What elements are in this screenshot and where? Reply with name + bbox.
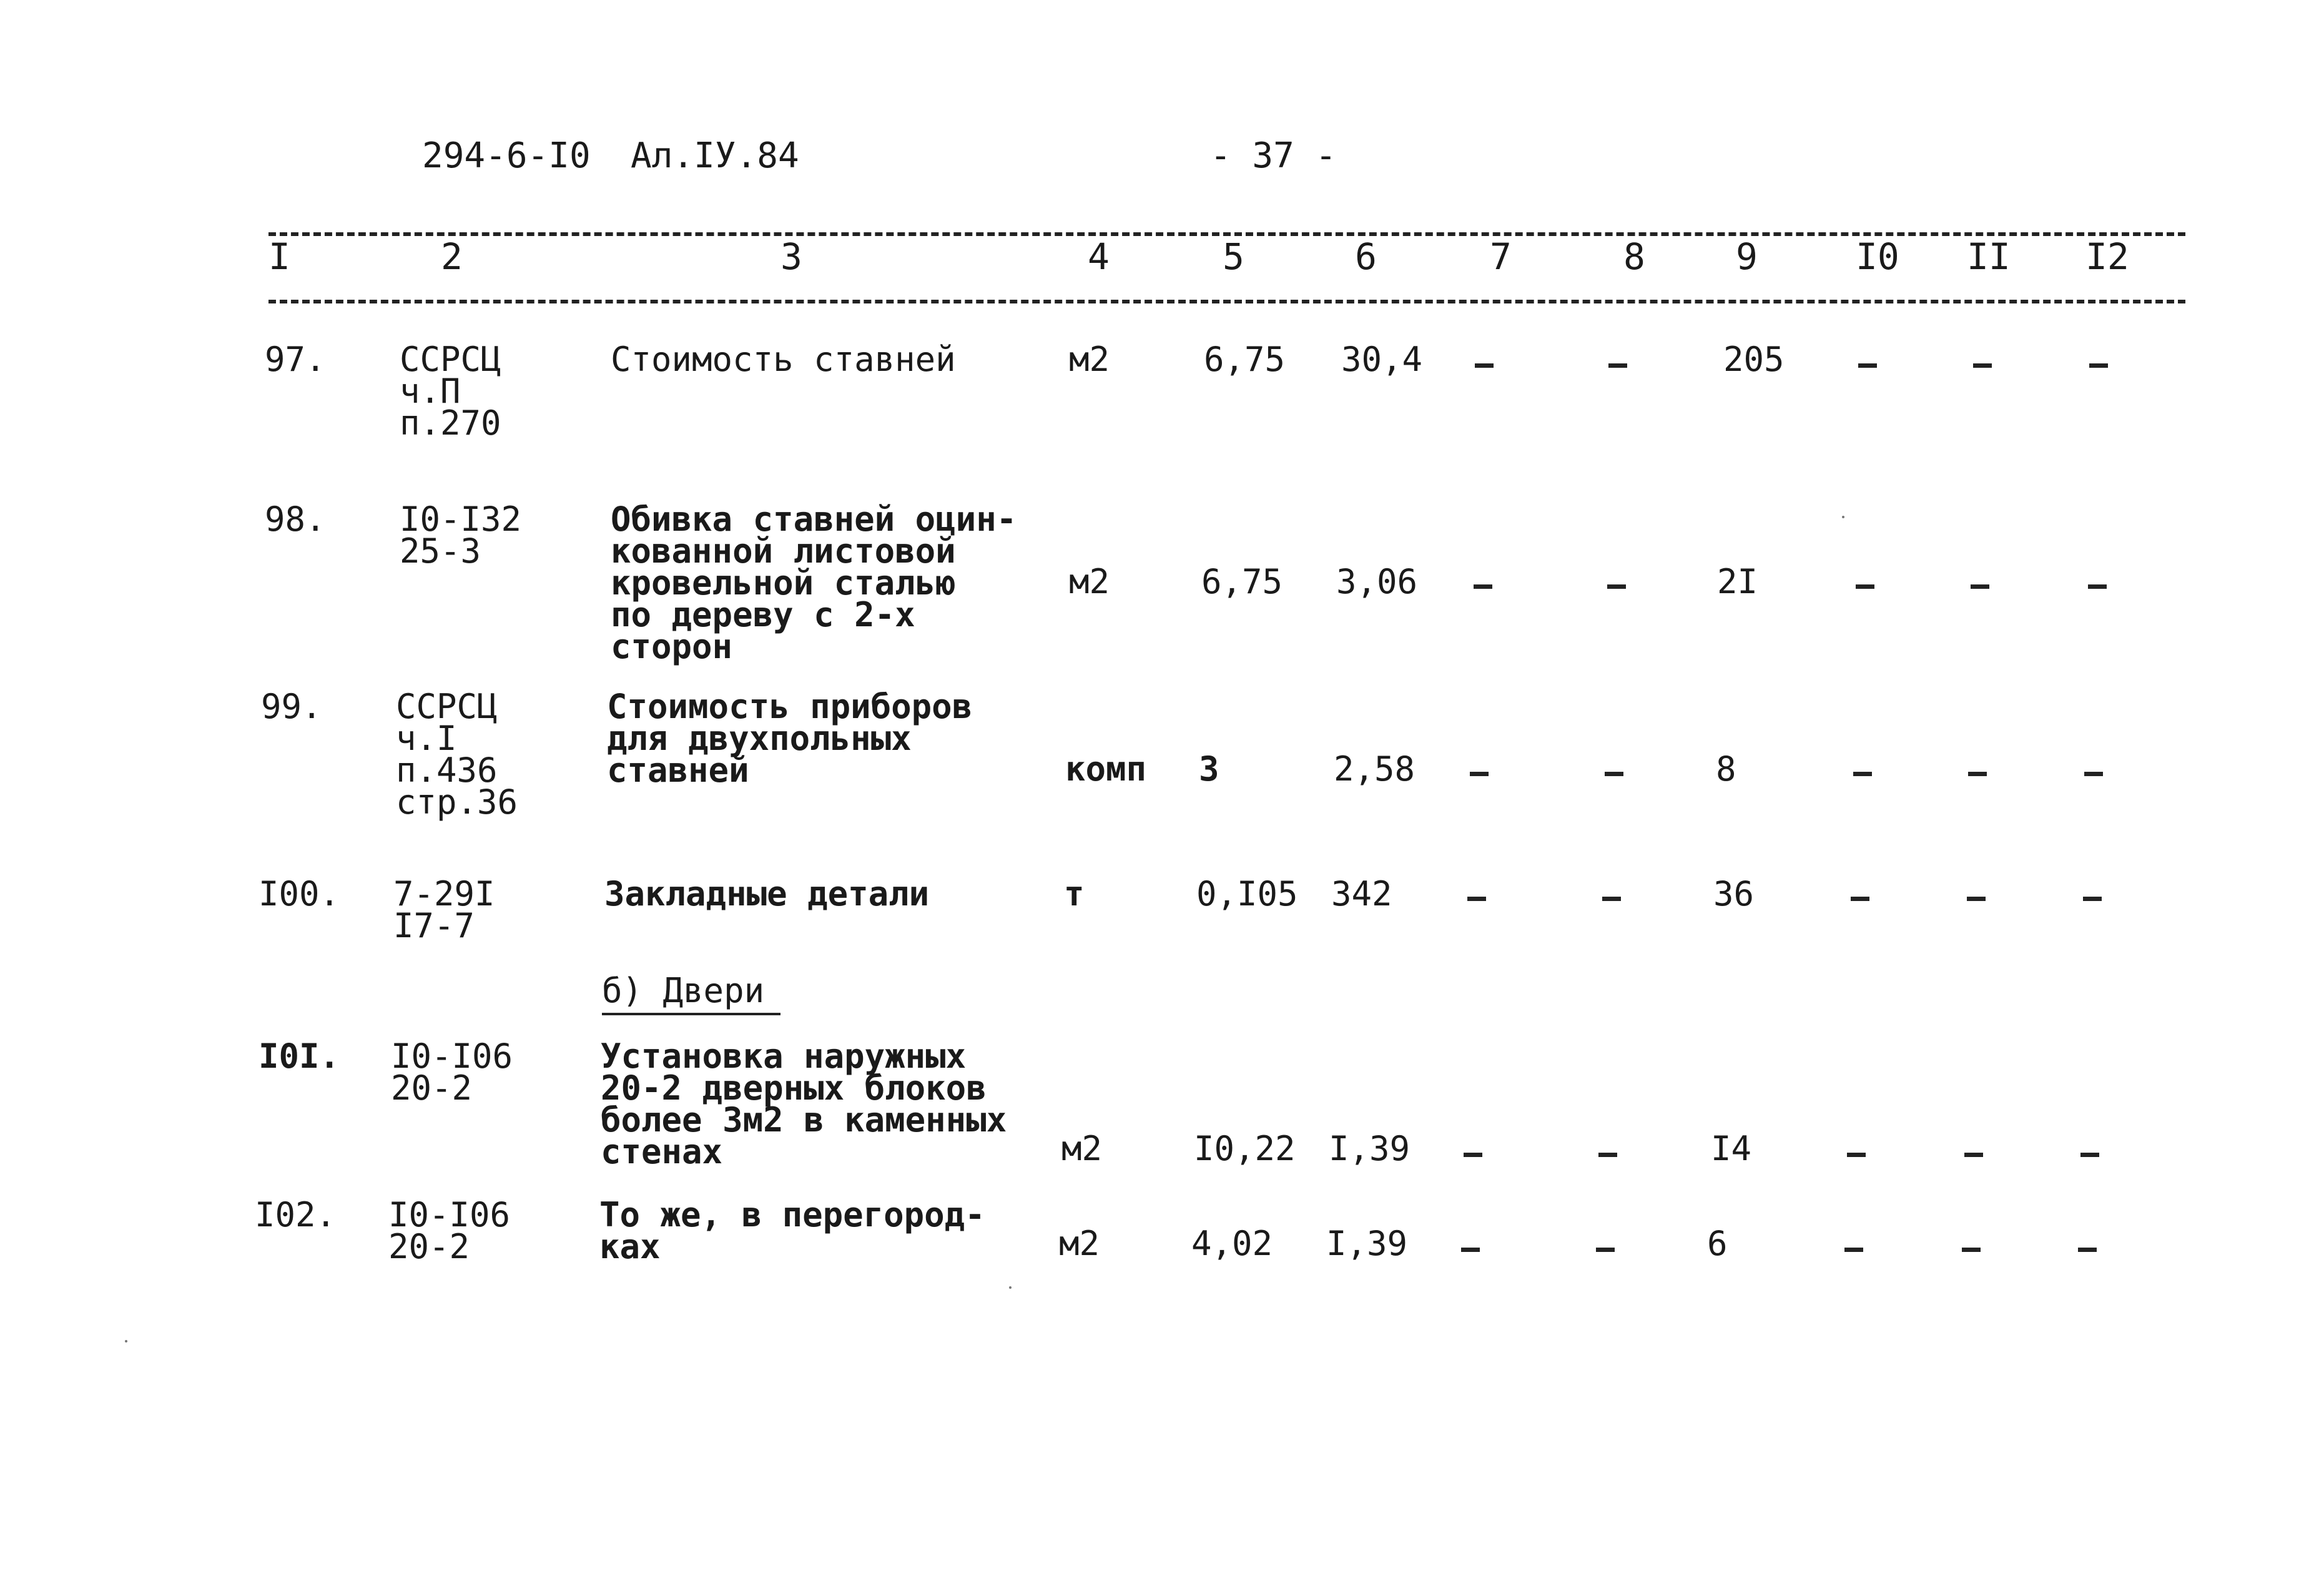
column-header-5: 5 (1223, 235, 1244, 278)
empty-cell-dash (1470, 772, 1489, 776)
empty-cell-dash (2084, 772, 2103, 776)
section-subheading (602, 971, 780, 1010)
empty-cell-dash (1962, 1248, 1981, 1252)
row-unit-price: 2,58 (1334, 749, 1416, 789)
column-header-4: 4 (1088, 235, 1110, 278)
empty-cell-dash (1475, 363, 1494, 368)
empty-cell-dash (1968, 772, 1987, 776)
row-unit: т (1064, 874, 1085, 914)
row-unit-price: 3,06 (1336, 562, 1418, 601)
row-quantity: 6,75 (1201, 562, 1283, 601)
row-number: I02. (255, 1195, 337, 1234)
empty-cell-dash (1467, 897, 1486, 901)
empty-cell-dash (1971, 584, 1989, 589)
column-header-12: I2 (2085, 235, 2129, 278)
empty-cell-dash (1474, 584, 1492, 589)
empty-cell-dash (1602, 897, 1621, 901)
row-number: 97. (265, 340, 326, 379)
column-header-1: I (268, 235, 290, 278)
row-unit: м2 (1059, 1224, 1100, 1263)
empty-cell-dash (1847, 1153, 1866, 1157)
page-number: - 37 - (1210, 135, 1337, 176)
empty-cell-dash (1856, 584, 1874, 589)
row-number: 98. (265, 500, 326, 539)
scan-speck (1842, 516, 1844, 518)
empty-cell-dash (1964, 1153, 1983, 1157)
row-code: I0-I06 20-2 (391, 1037, 513, 1108)
row-number: 99. (261, 687, 322, 726)
empty-cell-dash (1608, 363, 1627, 368)
row-description: Стоимость ставней (611, 340, 956, 379)
row-code: ССРСЦ ч.П п.270 (400, 340, 501, 443)
row-total: 6 (1707, 1224, 1728, 1263)
empty-cell-dash (1605, 772, 1623, 776)
empty-cell-dash (2080, 1153, 2099, 1157)
row-code: I0-I32 25-3 (400, 500, 522, 571)
row-total: 8 (1716, 749, 1736, 789)
row-unit: м2 (1061, 1129, 1103, 1168)
empty-cell-dash (1461, 1248, 1480, 1252)
empty-cell-dash (2078, 1248, 2097, 1252)
row-total: 205 (1723, 340, 1785, 379)
empty-cell-dash (2089, 363, 2108, 368)
row-unit: м2 (1069, 340, 1110, 379)
row-quantity: 6,75 (1204, 340, 1286, 379)
column-header-11: II (1967, 235, 2011, 278)
row-quantity: 4,02 (1191, 1224, 1273, 1263)
document-code: 294-6-I0 (422, 135, 591, 176)
empty-cell-dash (1858, 363, 1877, 368)
row-total: 36 (1713, 874, 1755, 914)
row-description: Закладные детали (604, 874, 930, 914)
column-header-7: 7 (1490, 235, 1512, 278)
column-header-10: I0 (1856, 235, 1899, 278)
empty-cell-dash (1464, 1153, 1482, 1157)
empty-cell-dash (2088, 584, 2107, 589)
row-quantity: I0,22 (1194, 1129, 1296, 1168)
empty-cell-dash (1844, 1248, 1863, 1252)
row-code: ССРСЦ ч.I п.436 стр.36 (396, 687, 518, 822)
section-subheading-text: б) Двери (602, 971, 780, 1015)
row-description: Установка наружных 20-2 дверных блоков более 3м2 в каменных стенах (601, 1037, 1007, 1171)
scan-speck (125, 1340, 127, 1342)
column-header-2: 2 (441, 235, 463, 278)
empty-cell-dash (1598, 1153, 1617, 1157)
table-header-rule (268, 300, 2185, 303)
empty-cell-dash (1851, 897, 1869, 901)
row-unit-price: I,39 (1326, 1224, 1408, 1263)
column-header-3: 3 (780, 235, 802, 278)
row-number: I0I. (258, 1037, 340, 1076)
column-header-8: 8 (1623, 235, 1645, 278)
empty-cell-dash (1973, 363, 1992, 368)
column-header-9: 9 (1736, 235, 1758, 278)
empty-cell-dash (1967, 897, 1986, 901)
album-number: Ал.IУ.84 (631, 135, 799, 176)
row-number: I00. (258, 874, 340, 914)
row-description: То же, в перегород- ках (599, 1195, 985, 1266)
row-unit-price: I,39 (1329, 1129, 1411, 1168)
scan-speck (1009, 1286, 1012, 1289)
row-unit-price: 342 (1331, 874, 1392, 914)
empty-cell-dash (1853, 772, 1872, 776)
row-unit-price: 30,4 (1341, 340, 1423, 379)
row-code: 7-29I I7-7 (393, 874, 495, 945)
row-code: I0-I06 20-2 (388, 1195, 511, 1266)
row-unit: м2 (1069, 562, 1110, 601)
column-header-6: 6 (1355, 235, 1377, 278)
row-description: Обивка ставней оцин- кованной листовой кровельной сталью по дереву с 2-х сторон (611, 500, 1017, 666)
row-quantity: 0,I05 (1196, 874, 1298, 914)
row-total: 2I (1717, 562, 1758, 601)
row-unit: комп (1065, 749, 1147, 789)
row-quantity: 3 (1199, 749, 1219, 789)
empty-cell-dash (1596, 1248, 1615, 1252)
empty-cell-dash (2083, 897, 2102, 901)
row-description: Стоимость приборов для двухпольных ставней (607, 687, 973, 790)
row-total: I4 (1711, 1129, 1752, 1168)
empty-cell-dash (1607, 584, 1626, 589)
